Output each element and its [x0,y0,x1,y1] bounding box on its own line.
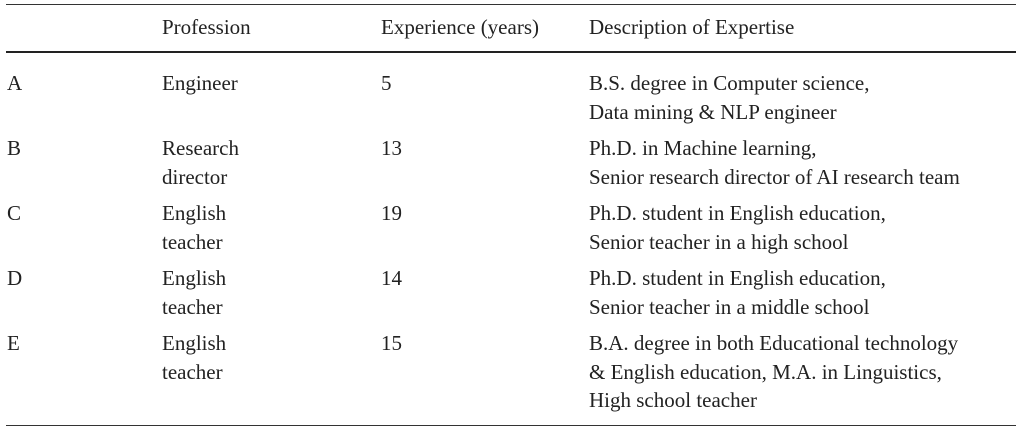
row-id: A [7,71,23,95]
row-id: B [7,136,22,160]
description-line: Ph.D. student in English education, [589,201,886,225]
description-line: B.S. degree in Computer science, [589,71,870,95]
table-row [6,329,1016,415]
profession-line: teacher [162,229,223,254]
row-description [589,134,1016,191]
row-profession [162,199,381,256]
profession-line: Research [162,136,239,160]
row-experience: 19 [381,201,402,225]
profession-line: teacher [162,294,223,319]
row-experience: 14 [381,266,402,290]
table-row [6,134,1016,191]
description-line: High school teacher [589,388,757,412]
profession-line: director [162,164,228,189]
row-id: D [7,266,23,290]
profession-line: teacher [162,359,223,384]
row-profession [162,329,381,386]
table-row [6,199,1016,256]
row-description [589,264,1016,321]
header-description: Description of Expertise [589,15,795,39]
description-line: & English education, M.A. in Linguistics, [589,359,942,384]
description-line: B.A. degree in both Educational technology [589,331,959,355]
description-line: Senior research director of AI research team [589,164,960,189]
profession-line: English [162,331,227,355]
table-header-row [6,12,1016,42]
row-id: C [7,201,22,225]
row-experience: 5 [381,71,392,95]
profession-line: Engineer [162,71,238,95]
description-line: Senior teacher in a high school [589,229,849,254]
header-experience: Experience (years) [381,15,539,39]
table-top-rule [6,4,1016,5]
profession-line: English [162,201,227,225]
header-profession: Profession [162,15,251,39]
row-experience: 15 [381,331,402,355]
row-id: E [7,331,20,355]
description-line: Ph.D. in Machine learning, [589,136,817,160]
table-header-rule [6,51,1016,53]
description-line: Data mining & NLP engineer [589,99,837,124]
description-line: Senior teacher in a middle school [589,294,870,319]
row-description [589,69,1016,126]
row-experience: 13 [381,136,402,160]
row-profession [162,134,381,191]
row-profession [162,69,381,98]
table-row [6,264,1016,321]
row-description [589,329,1016,415]
row-description [589,199,1016,256]
expert-table [6,4,1016,426]
profession-line: English [162,266,227,290]
row-profession [162,264,381,321]
table-row [6,69,1016,126]
description-line: Ph.D. student in English education, [589,266,886,290]
